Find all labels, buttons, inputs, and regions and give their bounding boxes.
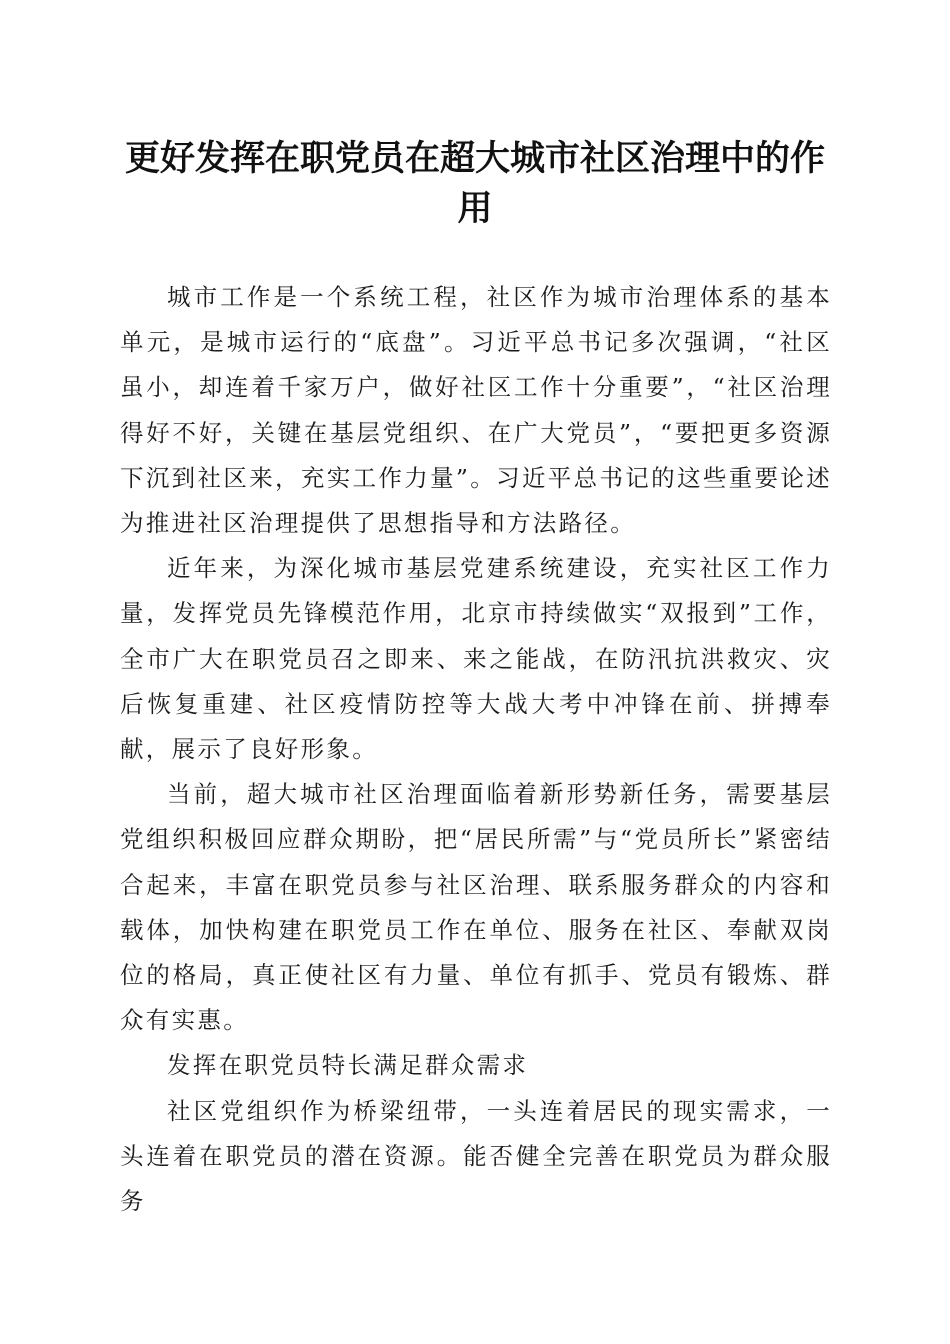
paragraph-bridge: 社区党组织作为桥梁纽带，一头连着居民的现实需求，一头连着在职党员的潜在资源。能否健全完善在职党员为群众服务 xyxy=(120,1096,832,1216)
paragraph-intro: 城市工作是一个系统工程，社区作为城市治理体系的基本单元，是城市运行的“底盘”。习近平总书记多次强调，“社区虽小，却连着千家万户，做好社区工作十分重要”，“社区治理得好不好，关键在基层党组织、在广大党员”，“要把更多资源下沉到社区来，充实工作力量”。习近平总书记的这些重要论述为推进社区治理提供了思想指导和方法路径。 xyxy=(120,283,832,538)
paragraph-current: 当前，超大城市社区治理面临着新形势新任务，需要基层党组织积极回应群众期盼，把“居民所需”与“党员所长”紧密结合起来，丰富在职党员参与社区治理、联系服务群众的内容和载体，加快构建在职党员工作在单位、服务在社区、奉献双岗位的格局，真正使社区有力量、单位有抓手、党员有锻炼、群众有实惠。 xyxy=(120,780,832,1035)
document-body xyxy=(120,275,832,1224)
section-heading: 发挥在职党员特长满足群众需求 xyxy=(167,1051,529,1080)
paragraph-recent-years: 近年来，为深化城市基层党建系统建设，充实社区工作力量，发挥党员先锋模范作用，北京市持续做实“双报到”工作，全市广大在职党员召之即来、来之能战，在防汛抗洪救灾、灾后恢复重建、社区疫情防控等大战大考中冲锋在前、拼搏奉献，展示了良好形象。 xyxy=(120,554,832,764)
document-title: 更好发挥在职党员在超大城市社区治理中的作用 xyxy=(124,138,825,229)
